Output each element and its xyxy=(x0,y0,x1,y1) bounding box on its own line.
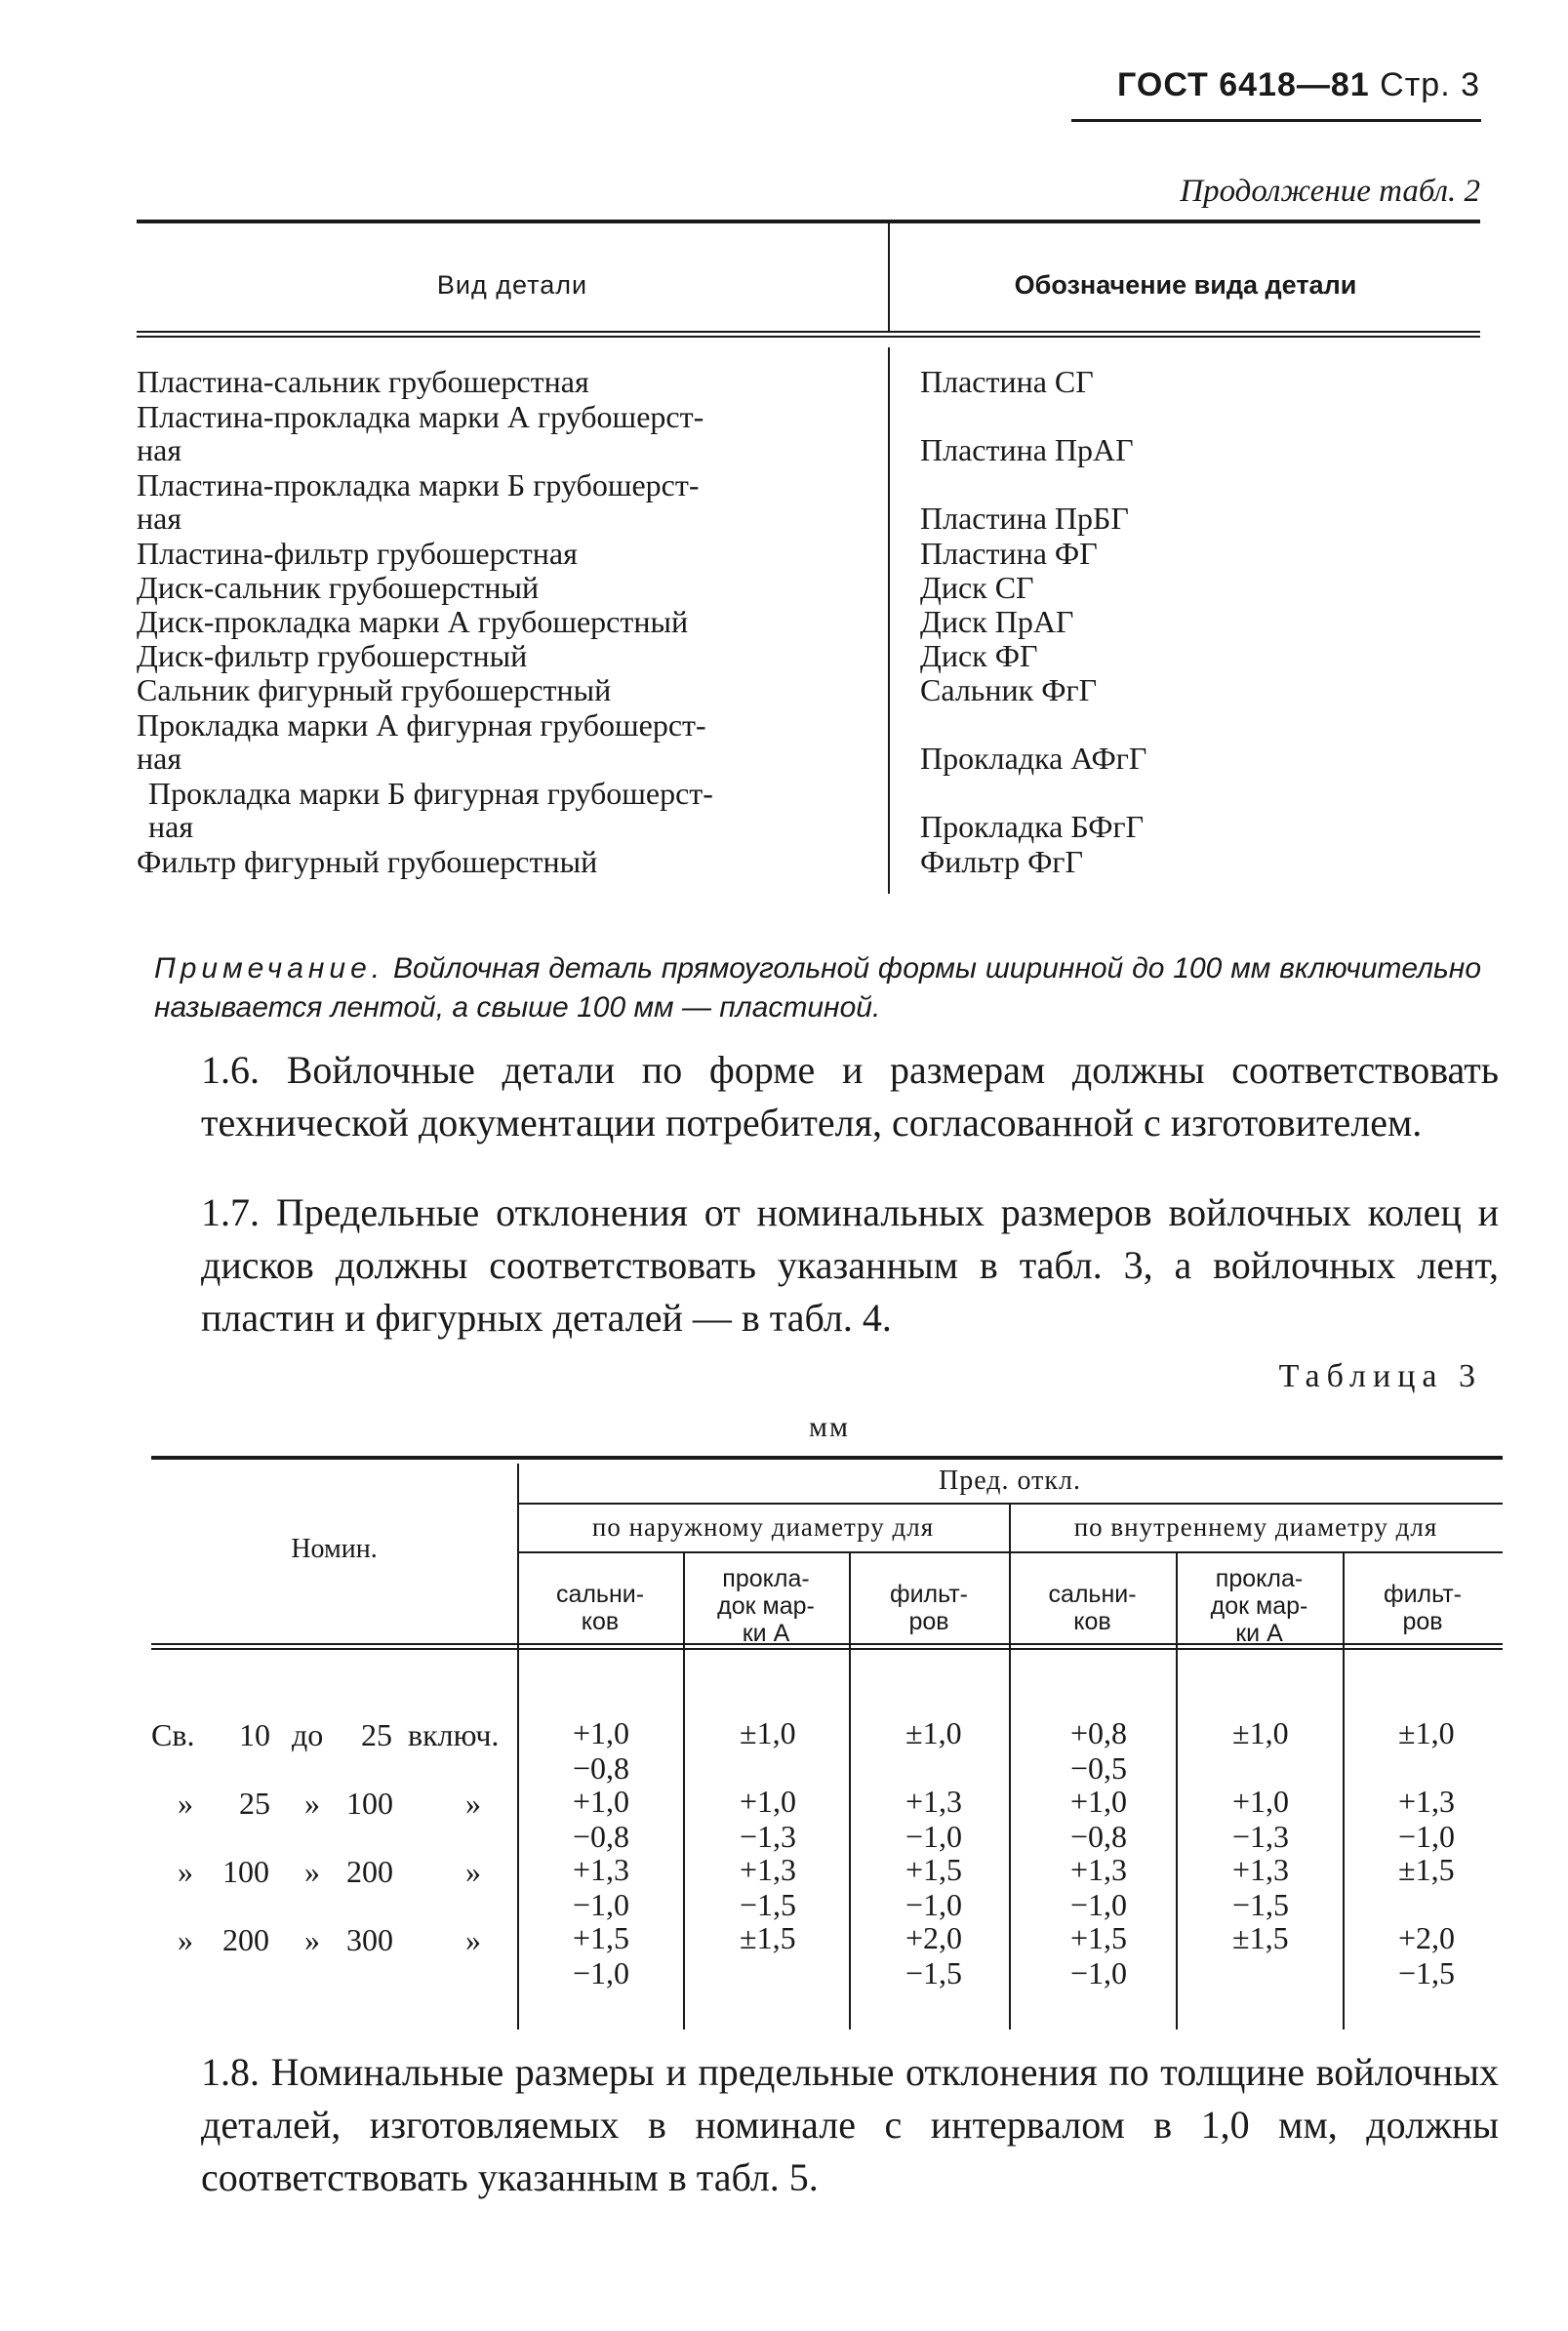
table2-header xyxy=(137,223,1480,331)
table3-sub-inner-seals: сальни- ков xyxy=(1048,1581,1137,1635)
table3-head-outer: по наружному диаметру для xyxy=(591,1512,935,1542)
header-rule xyxy=(1071,119,1481,122)
table3-sub-outer-gaskets: прокла- док мар- ки А xyxy=(717,1565,815,1647)
table2-col-designation: Обозначение вида детали xyxy=(1014,270,1357,300)
note-label: Примечание. xyxy=(154,952,385,985)
paragraph-1-8: 1.8. Номинальные размеры и предельные отклонения по толщине войлочных деталей, изготовляемых в номинале с интервалом в 1,0 мм, должны соответствовать указанным в табл. 5. xyxy=(201,2050,1499,2199)
table2-note xyxy=(154,949,1481,1027)
table2-body: Пластина-сальник грубошерстная Пластина СГ Пластина-прокладка марки А грубошерст- ная Пластина ПрАГ Пластина-прокладка марки Б грубошерст- ная Пластина ПрБГ Пластина-фильтр грубошерстная Пластина ФГ Диск-сальник грубошерстный Диск СГ Диск-прокладка марки А грубошерстный Диск ПрАГ Диск-фильтр грубошерстный Диск ФГ Сальник фигурный грубошерстный Сальник ФгГ Прокладка марки А фигурная грубошерст- ная Прокладка АФгГ Прокладка марки Б фигурная грубошерст- ная Прокладка БФгГ Фильтр фигурный грубошерстный Фильтр ФгГ xyxy=(137,338,1480,894)
paragraph-1-7: 1.7. Предельные отклонения от номинальных размеров войлочных колец и дисков должны соответствовать указанным в табл. 3, а войлочных лент, пластин и фигурных деталей — в табл. 4. xyxy=(201,1190,1499,1340)
note-text: Войлочная деталь прямоугольной формы ширинной до 100 мм включительно называется лентой, а свыше 100 мм — пластиной. xyxy=(154,952,1481,1024)
table3-top-rule xyxy=(151,1456,1503,1460)
page-header xyxy=(1117,66,1480,104)
table3-sub-outer-filters: фильт- ров xyxy=(890,1581,968,1635)
paragraph-1-6: 1.6. Войлочные детали по форме и размерам должны соответствовать технической документации потребителя, согласованной с изготовителем. xyxy=(201,1048,1499,1145)
table3-head-inner: по внутреннему диаметру для xyxy=(1073,1512,1438,1542)
table2-col-part: Вид детали xyxy=(436,270,588,300)
table3-sub-inner-filters: фильт- ров xyxy=(1384,1581,1462,1635)
page-number: Стр. 3 xyxy=(1380,66,1480,103)
table3-sub-inner-gaskets: прокла- док мар- ки А xyxy=(1210,1565,1308,1647)
table2-header-rule xyxy=(137,331,1480,338)
table3-sub-outer-seals: сальни- ков xyxy=(555,1581,645,1635)
doc-number: ГОСТ 6418—81 xyxy=(1117,66,1370,103)
table3-unit: мм xyxy=(809,1411,850,1443)
table3-head-nomin: Номин. xyxy=(291,1534,378,1564)
table3-head-deviation: Пред. откл. xyxy=(939,1466,1081,1496)
table3-caption: Таблица 3 xyxy=(1278,1358,1482,1394)
table2-continuation: Продолжение табл. 2 xyxy=(1180,174,1480,209)
table-2 xyxy=(137,220,1480,894)
table-3: Номин. Пред. откл. по наружному диаметру для по внутреннему диаметру для сальни- ков прокла- док мар- ки А фильт- ров сальни- ков прокла- док мар- ки А фильт- ров Св. 10 до 25 включ. +1,0 −0,8 ±1,0 ±1,0 +0,8 −0,5 ±1,0 ±1,0 » 25 » 100 » +1,0 −0,8 +1,0 −1,3 +1,3 −1,0 +1,0 −0,8 +1,0 −1,3 +1,3 −1,0 » 100 » 200 » +1,3 −1,0 +1,3 −1,5 +1,5 −1,0 +1,3 −1,0 +1,3 −1,5 ±1,5 » 200 » 300 » +1,5 −1,0 ±1,5 +2,0 −1,5 +1,5 −1,0 ±1,5 +2,0 −1,5 xyxy=(151,1456,1503,2030)
